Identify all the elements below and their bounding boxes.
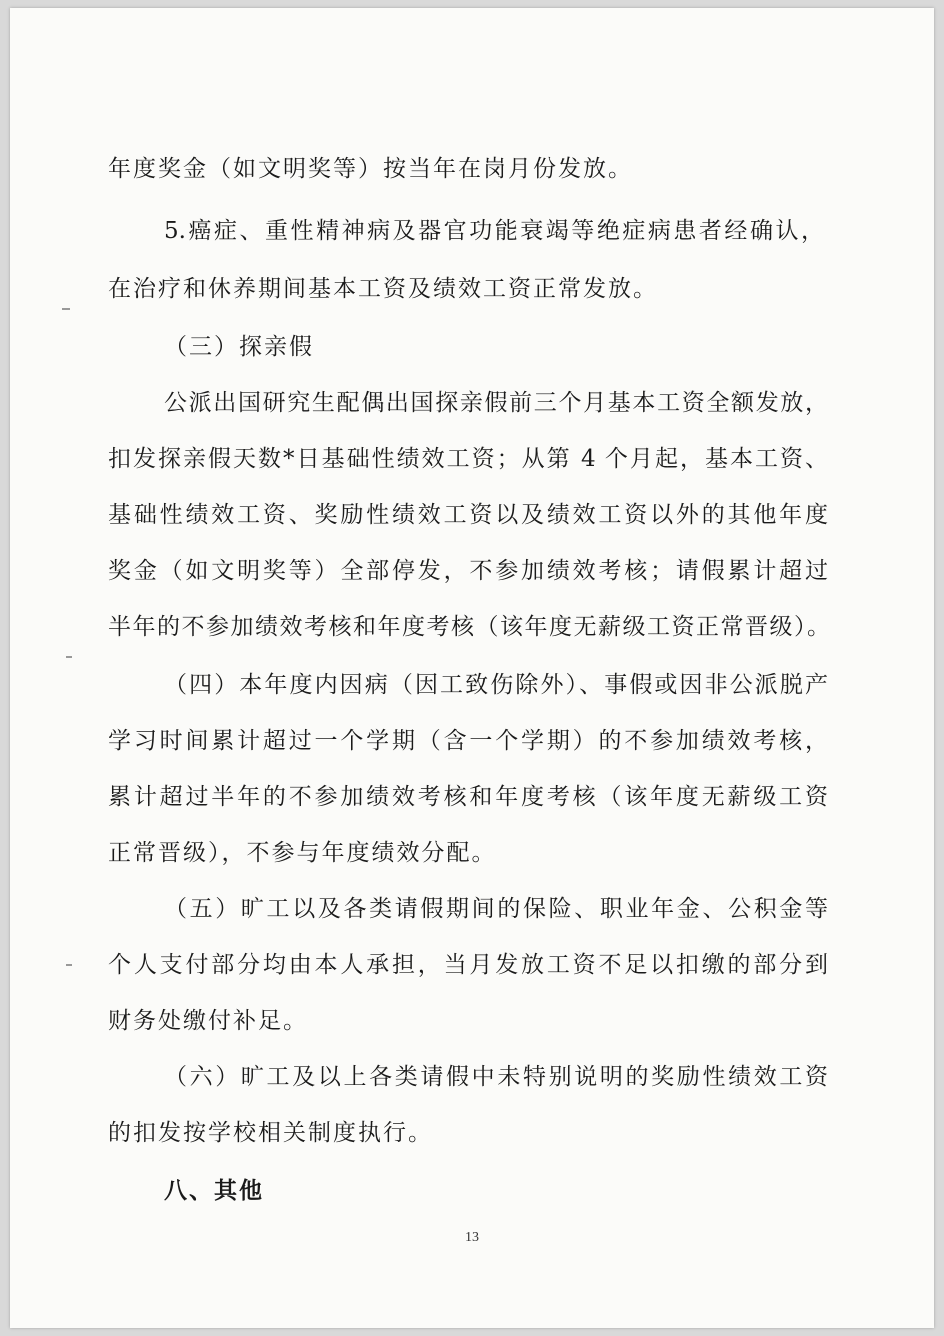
- text-line: 公派出国研究生配偶出国探亲假前三个月基本工资全额发放，: [164, 390, 828, 416]
- text-line: 财务处缴付补足。: [108, 1008, 308, 1034]
- text-line: 个人支付部分均由本人承担，当月发放工资不足以扣缴的部分到: [108, 952, 828, 978]
- text-line: 半年的不参加绩效考核和年度考核（该年度无薪级工资正常晋级）。: [108, 614, 830, 640]
- section-heading: （三）探亲假: [164, 334, 314, 360]
- text-line: 正常晋级），不参与年度绩效分配。: [108, 840, 497, 866]
- text-line: 累计超过半年的不参加绩效考核和年度考核（该年度无薪级工资: [108, 784, 828, 810]
- scan-mark: [66, 656, 72, 658]
- text-line: 在治疗和休养期间基本工资及绩效工资正常发放。: [108, 276, 658, 302]
- text-line: 学习时间累计超过一个学期（含一个学期）的不参加绩效考核，: [108, 728, 828, 754]
- section-heading: 八、其他: [164, 1178, 264, 1204]
- text-line: （五）旷工以及各类请假期间的保险、职业年金、公积金等: [164, 896, 828, 922]
- page-number: 13: [465, 1230, 479, 1245]
- text-line: 基础性绩效工资、奖励性绩效工资以及绩效工资以外的其他年度: [108, 502, 828, 528]
- scan-mark: [66, 964, 72, 966]
- text-line: 5.癌症、重性精神病及器官功能衰竭等绝症病患者经确认，: [164, 218, 824, 244]
- scan-mark: [62, 308, 70, 310]
- text-line: 年度奖金（如文明奖等）按当年在岗月份发放。: [108, 156, 633, 182]
- text-line: （六）旷工及以上各类请假中未特别说明的奖励性绩效工资: [164, 1064, 828, 1090]
- text-line: 扣发探亲假天数*日基础性绩效工资；从第 4 个月起，基本工资、: [108, 446, 828, 472]
- text-line: 奖金（如文明奖等）全部停发，不参加绩效考核；请假累计超过: [108, 558, 828, 584]
- text-line: （四）本年度内因病（因工致伤除外）、事假或因非公派脱产: [164, 672, 828, 698]
- text-line: 的扣发按学校相关制度执行。: [108, 1120, 433, 1146]
- document-page: [10, 8, 934, 1328]
